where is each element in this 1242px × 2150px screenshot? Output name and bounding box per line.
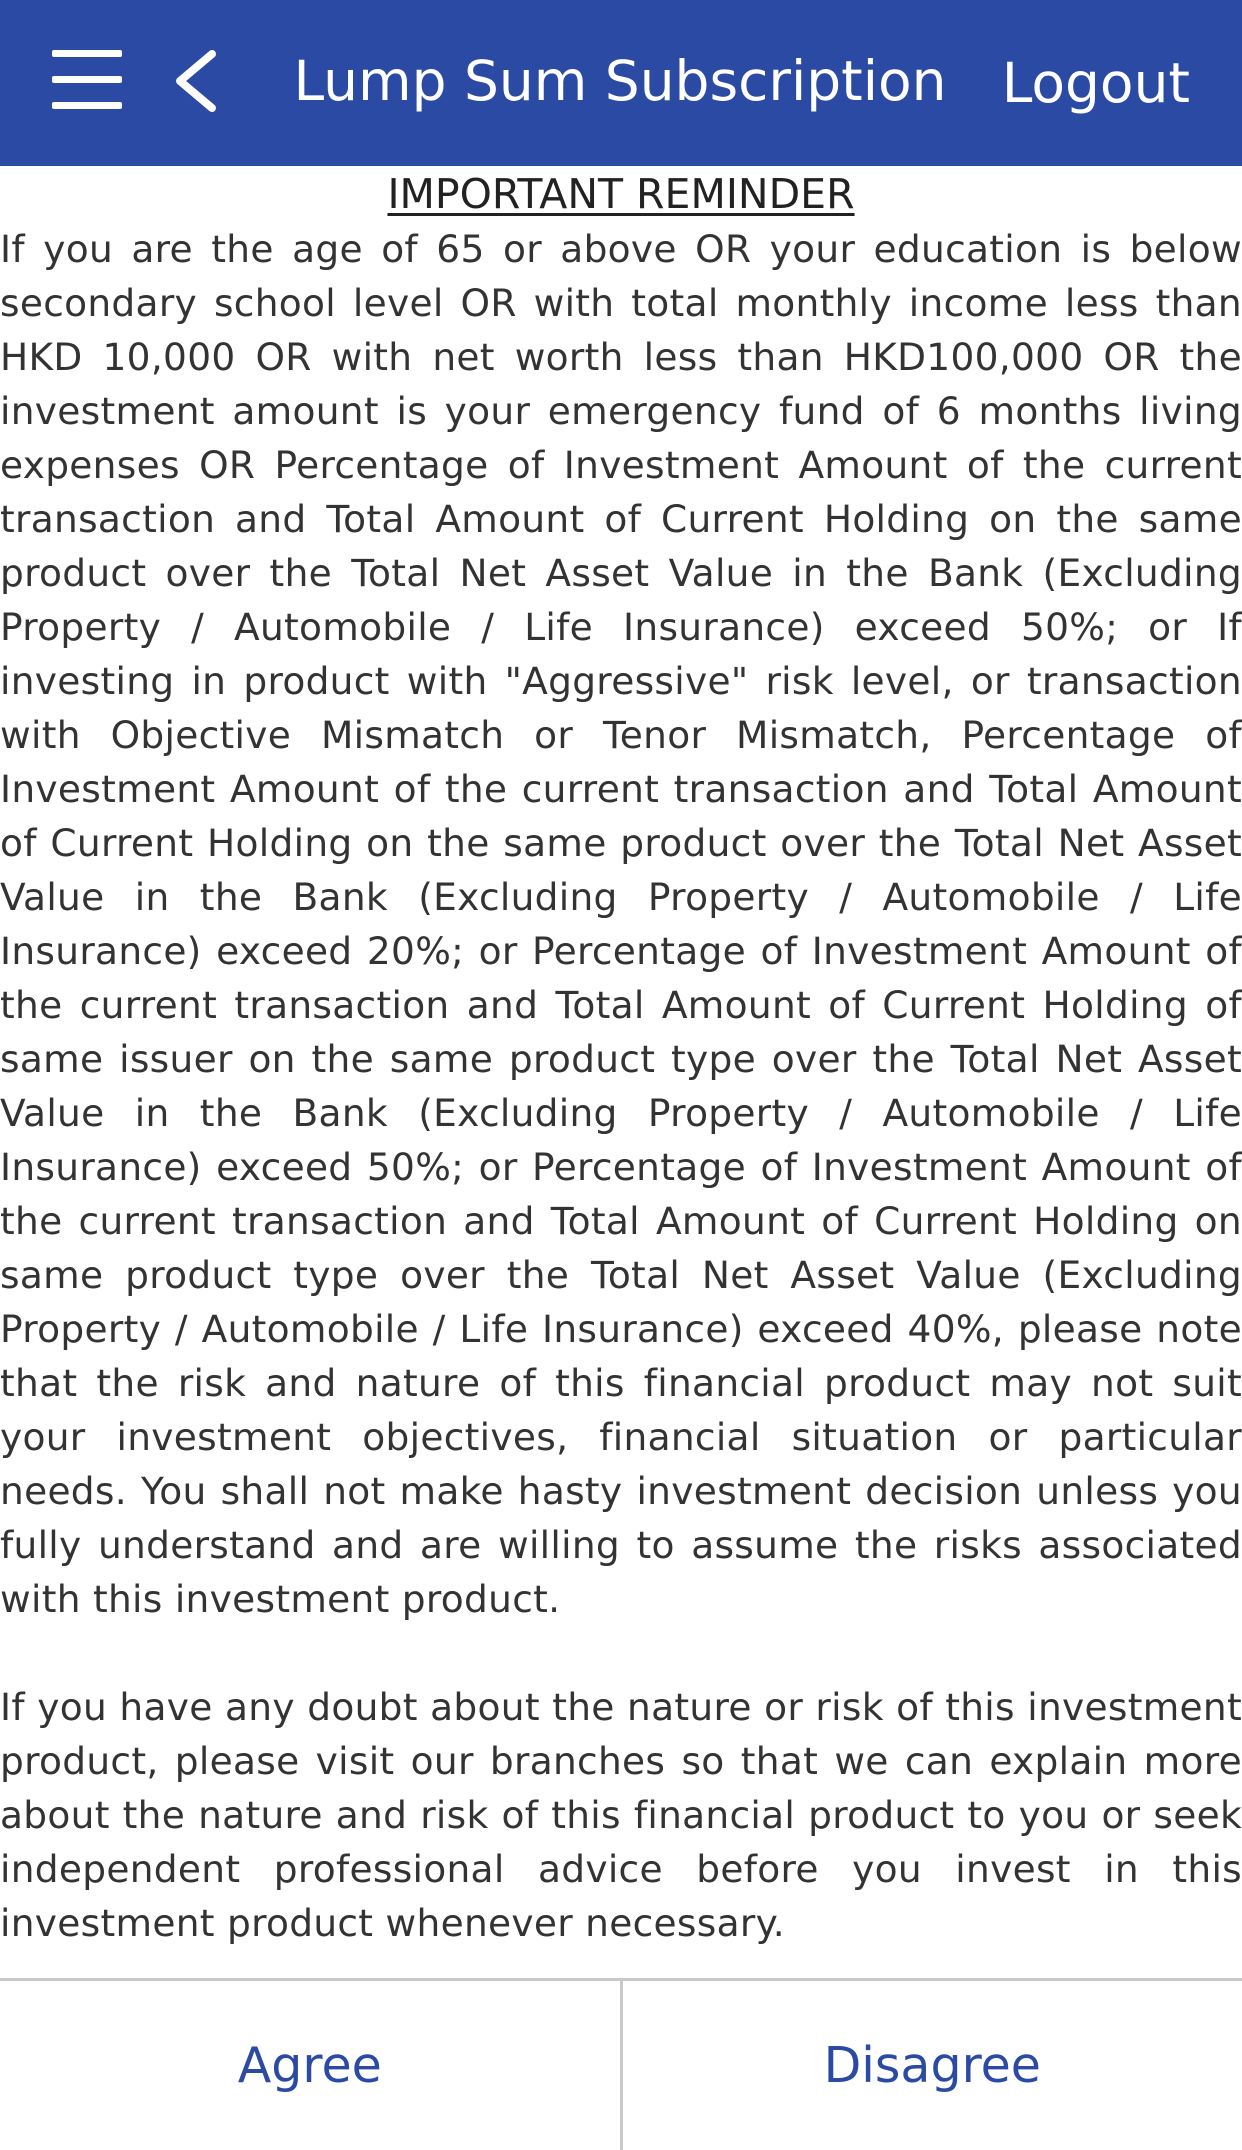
reminder-title: IMPORTANT REMINDER [387,170,855,218]
back-arrow-icon[interactable] [170,48,220,114]
page-title: Lump Sum Subscription [293,49,947,113]
reminder-paragraph-1: If you are the age of 65 or above OR your education is below secondary school level OR with total monthly income less than HKD 10,000 OR with net worth less than HKD100,000 OR the investment amount is your emergency fund of 6 months living expenses OR Percentage of Investment Amount of the current transaction and Total Amount of Current Holding on the same product over the Total Net Asset Value in the Bank (Excluding Property / Automobile / Life Insurance) exceed 50%; or If investing in product with "Aggressive" risk level, or transaction with Objective Mismatch or Tenor Mismatch, Percentage of Investment Amount of the current transaction and Total Amount of Current Holding on the same product over the Total Net Asset Value in the Bank (Excluding Property / Automobile / Life Insurance) exceed 20%; or Percentage of Investment Amount of the current transaction and Total Amount of Current Holding of same issuer on the same product type over the Total Net Asset Value in the Bank (Excluding Property / Automobile / Life Insurance) exceed 50%; or Percentage of Investment Amount of the current transaction and Total Amount of Current Holding on same product type over the Total Net Asset Value (Excluding Property / Automobile / Life Insurance) exceed 40%, please note that the risk and nature of this financial product may not suit your investment objectives, financial situation or particular needs. You shall not make hasty investment decision unless you fully understand and are willing to assume the risks associated with this investment product. [0,227,1242,1621]
agree-button[interactable]: Agree [0,1981,620,2150]
app-header [0,0,1242,166]
hamburger-menu-icon[interactable] [52,50,122,110]
logout-button[interactable]: Logout [1002,0,1190,166]
paragraph-spacer [0,1626,1242,1680]
reminder-paragraph-2: If you have any doubt about the nature or risk of this investment product, please visit our branches so that we can explain more about the nature and risk of this financial product to you or seek independent professional advice before you invest in this investment product whenever necessary. [0,1685,1242,1945]
reminder-content[interactable] [0,166,1242,1978]
action-footer [0,1978,1242,2150]
disagree-button[interactable]: Disagree [623,1981,1242,2150]
